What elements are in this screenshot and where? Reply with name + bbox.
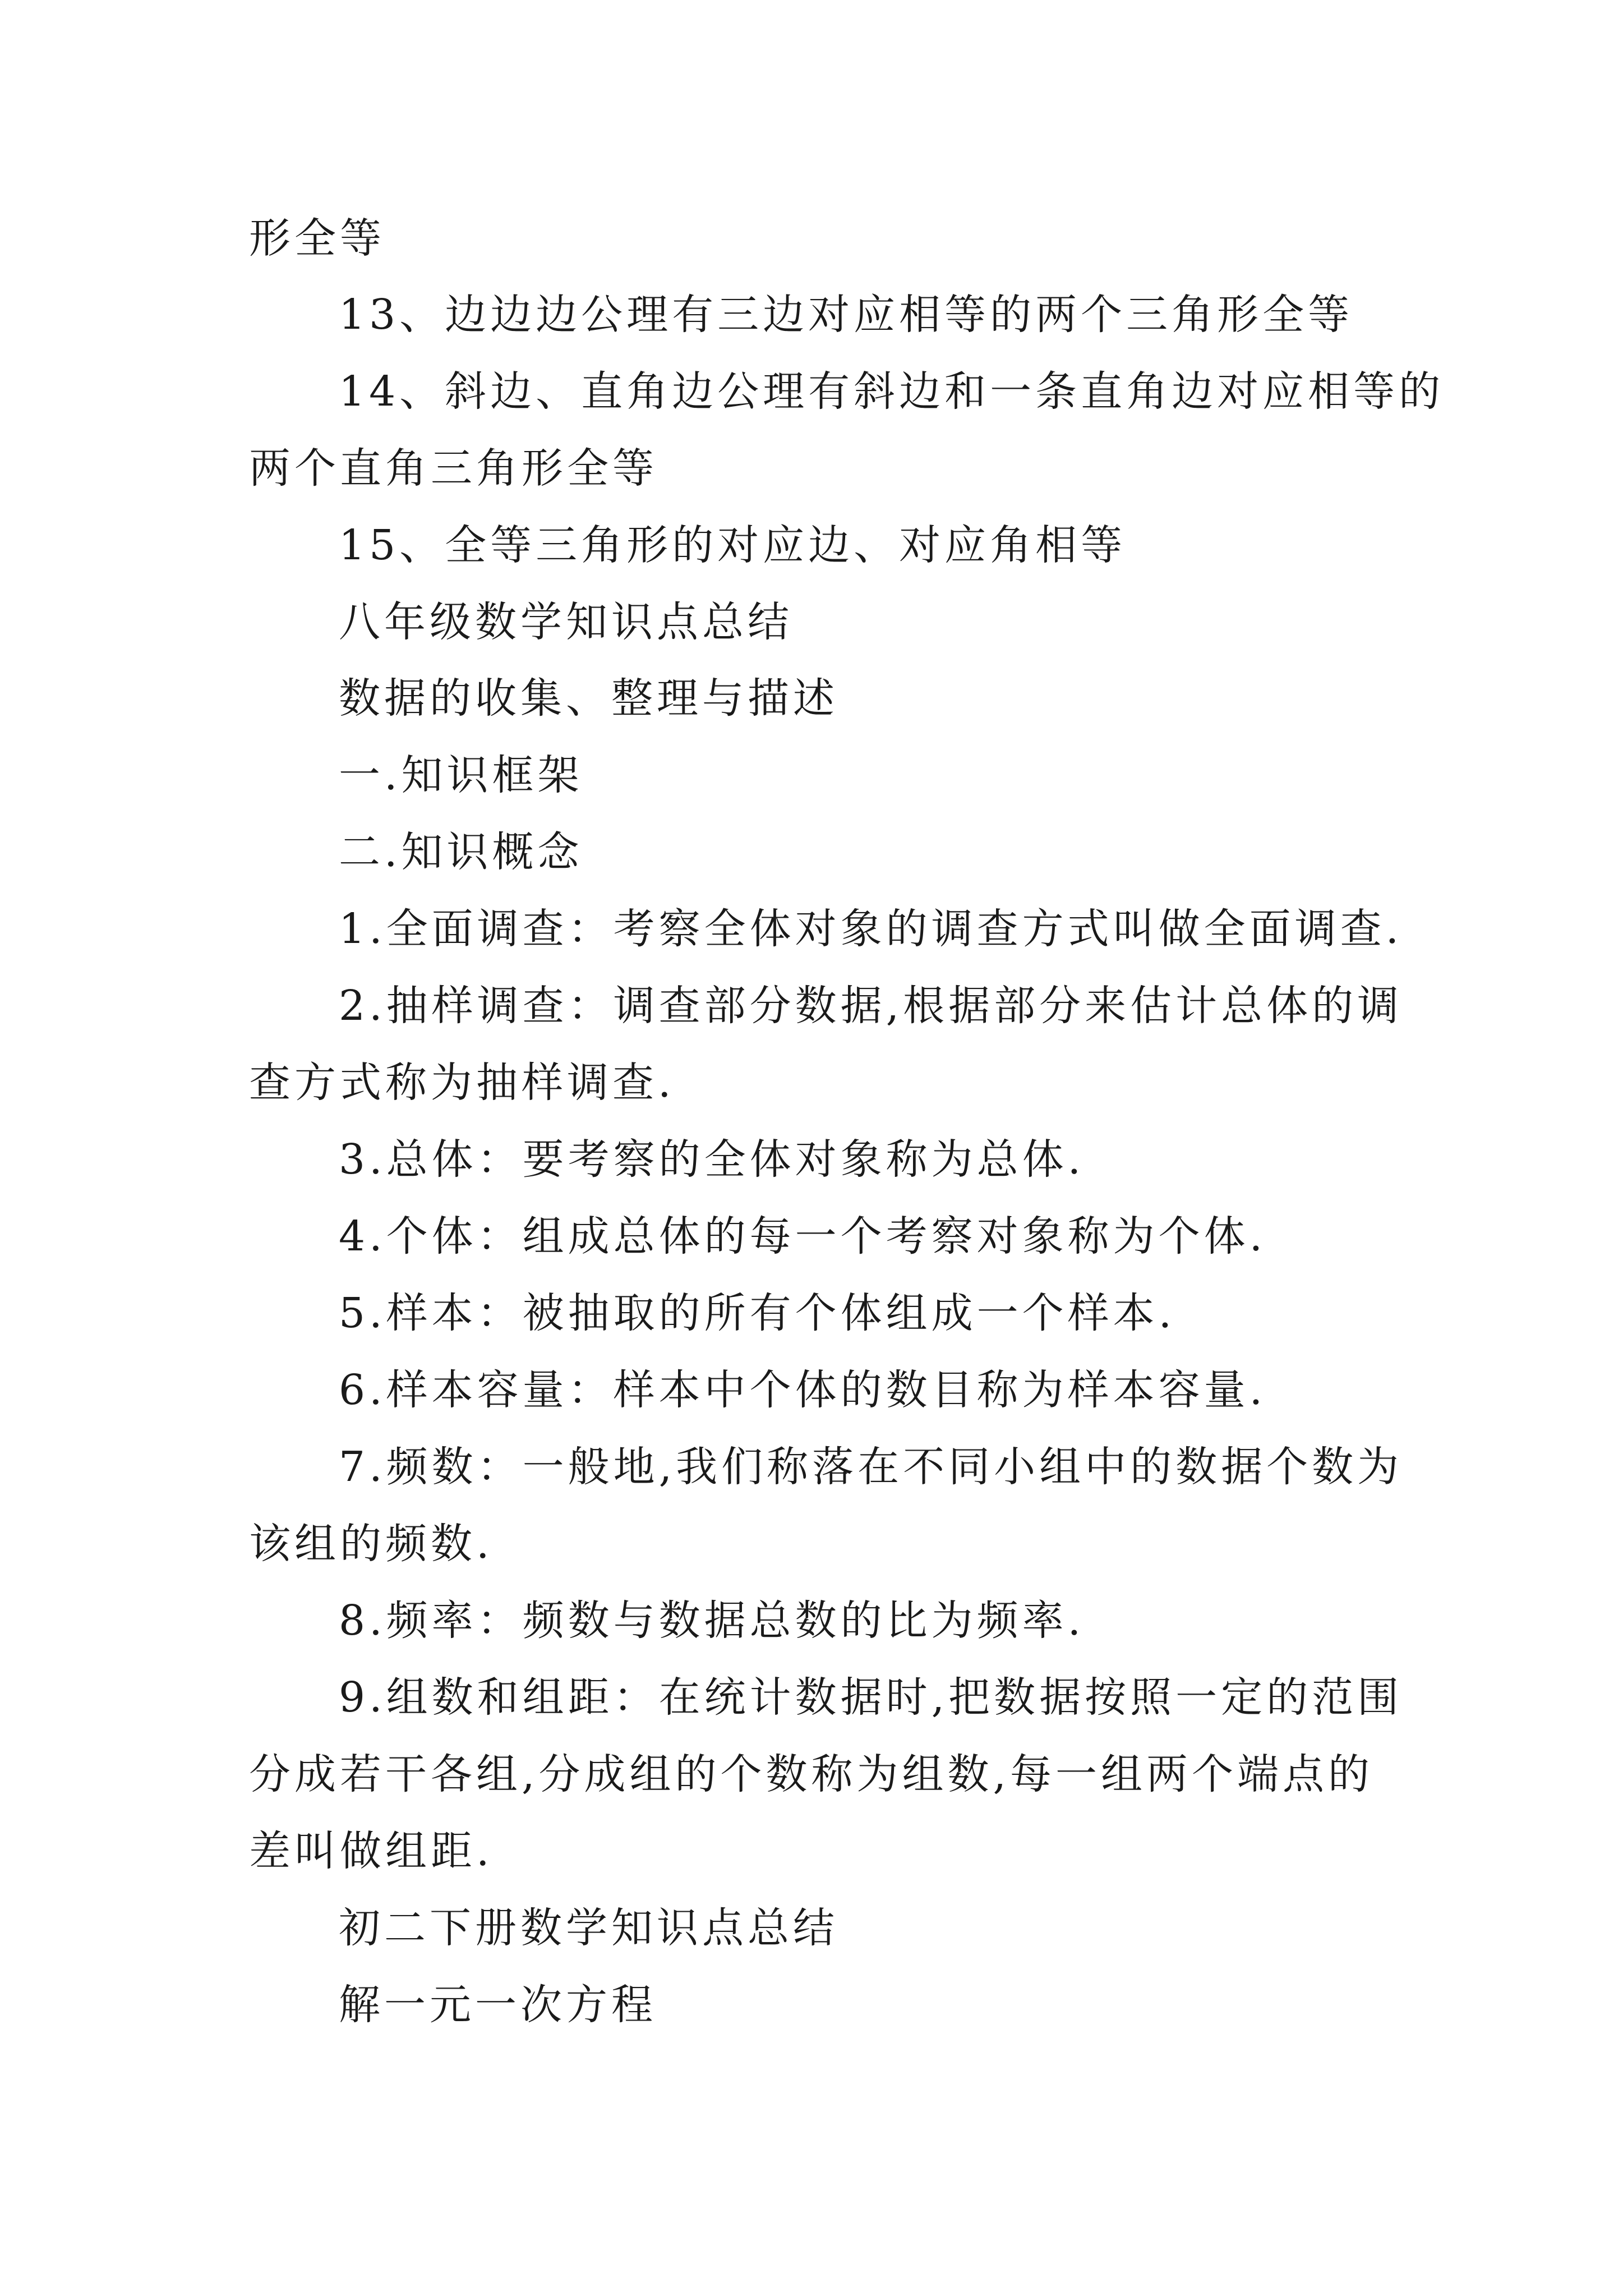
text-line: 差叫做组距. [249, 1827, 494, 1875]
section-heading: 初二下册数学知识点总结 [339, 1904, 838, 1952]
section-heading: 解一元一次方程 [339, 1981, 657, 2029]
text-line: 6.样本容量：样本中个体的数目称为样本容量. [339, 1366, 1267, 1414]
text-line: 8.频率：频数与数据总数的比为频率. [339, 1596, 1085, 1645]
section-heading: 二.知识概念 [339, 828, 583, 876]
text-line: 1.全面调查：考察全体对象的调查方式叫做全面调查. [339, 905, 1403, 953]
text-line: 形全等 [249, 214, 385, 263]
text-line: 分成若干各组,分成组的个数称为组数,每一组两个端点的 [249, 1750, 1374, 1798]
text-line: 7.频数：一般地,我们称落在不同小组中的数据个数为 [339, 1443, 1403, 1491]
text-line: 5.样本：被抽取的所有个体组成一个样本. [339, 1289, 1176, 1337]
text-line: 两个直角三角形全等 [249, 444, 658, 493]
text-line: 15、全等三角形的对应边、对应角相等 [339, 521, 1127, 569]
text-line: 4.个体：组成总体的每一个考察对象称为个体. [339, 1212, 1267, 1260]
text-line: 9.组数和组距：在统计数据时,把数据按照一定的范围 [339, 1673, 1403, 1722]
text-line: 该组的频数. [249, 1520, 494, 1568]
text-line: 3.总体：要考察的全体对象称为总体. [339, 1135, 1085, 1184]
text-line: 14、斜边、直角边公理有斜边和一条直角边对应相等的 [339, 367, 1445, 416]
section-heading: 一.知识框架 [339, 751, 583, 799]
text-line: 2.抽样调查：调查部分数据,根据部分来估计总体的调 [339, 982, 1403, 1030]
text-line: 13、边边边公理有三边对应相等的两个三角形全等 [339, 291, 1354, 339]
section-heading: 八年级数学知识点总结 [339, 598, 793, 646]
text-line: 查方式称为抽样调查. [249, 1059, 675, 1107]
section-heading: 数据的收集、整理与描述 [339, 674, 838, 723]
